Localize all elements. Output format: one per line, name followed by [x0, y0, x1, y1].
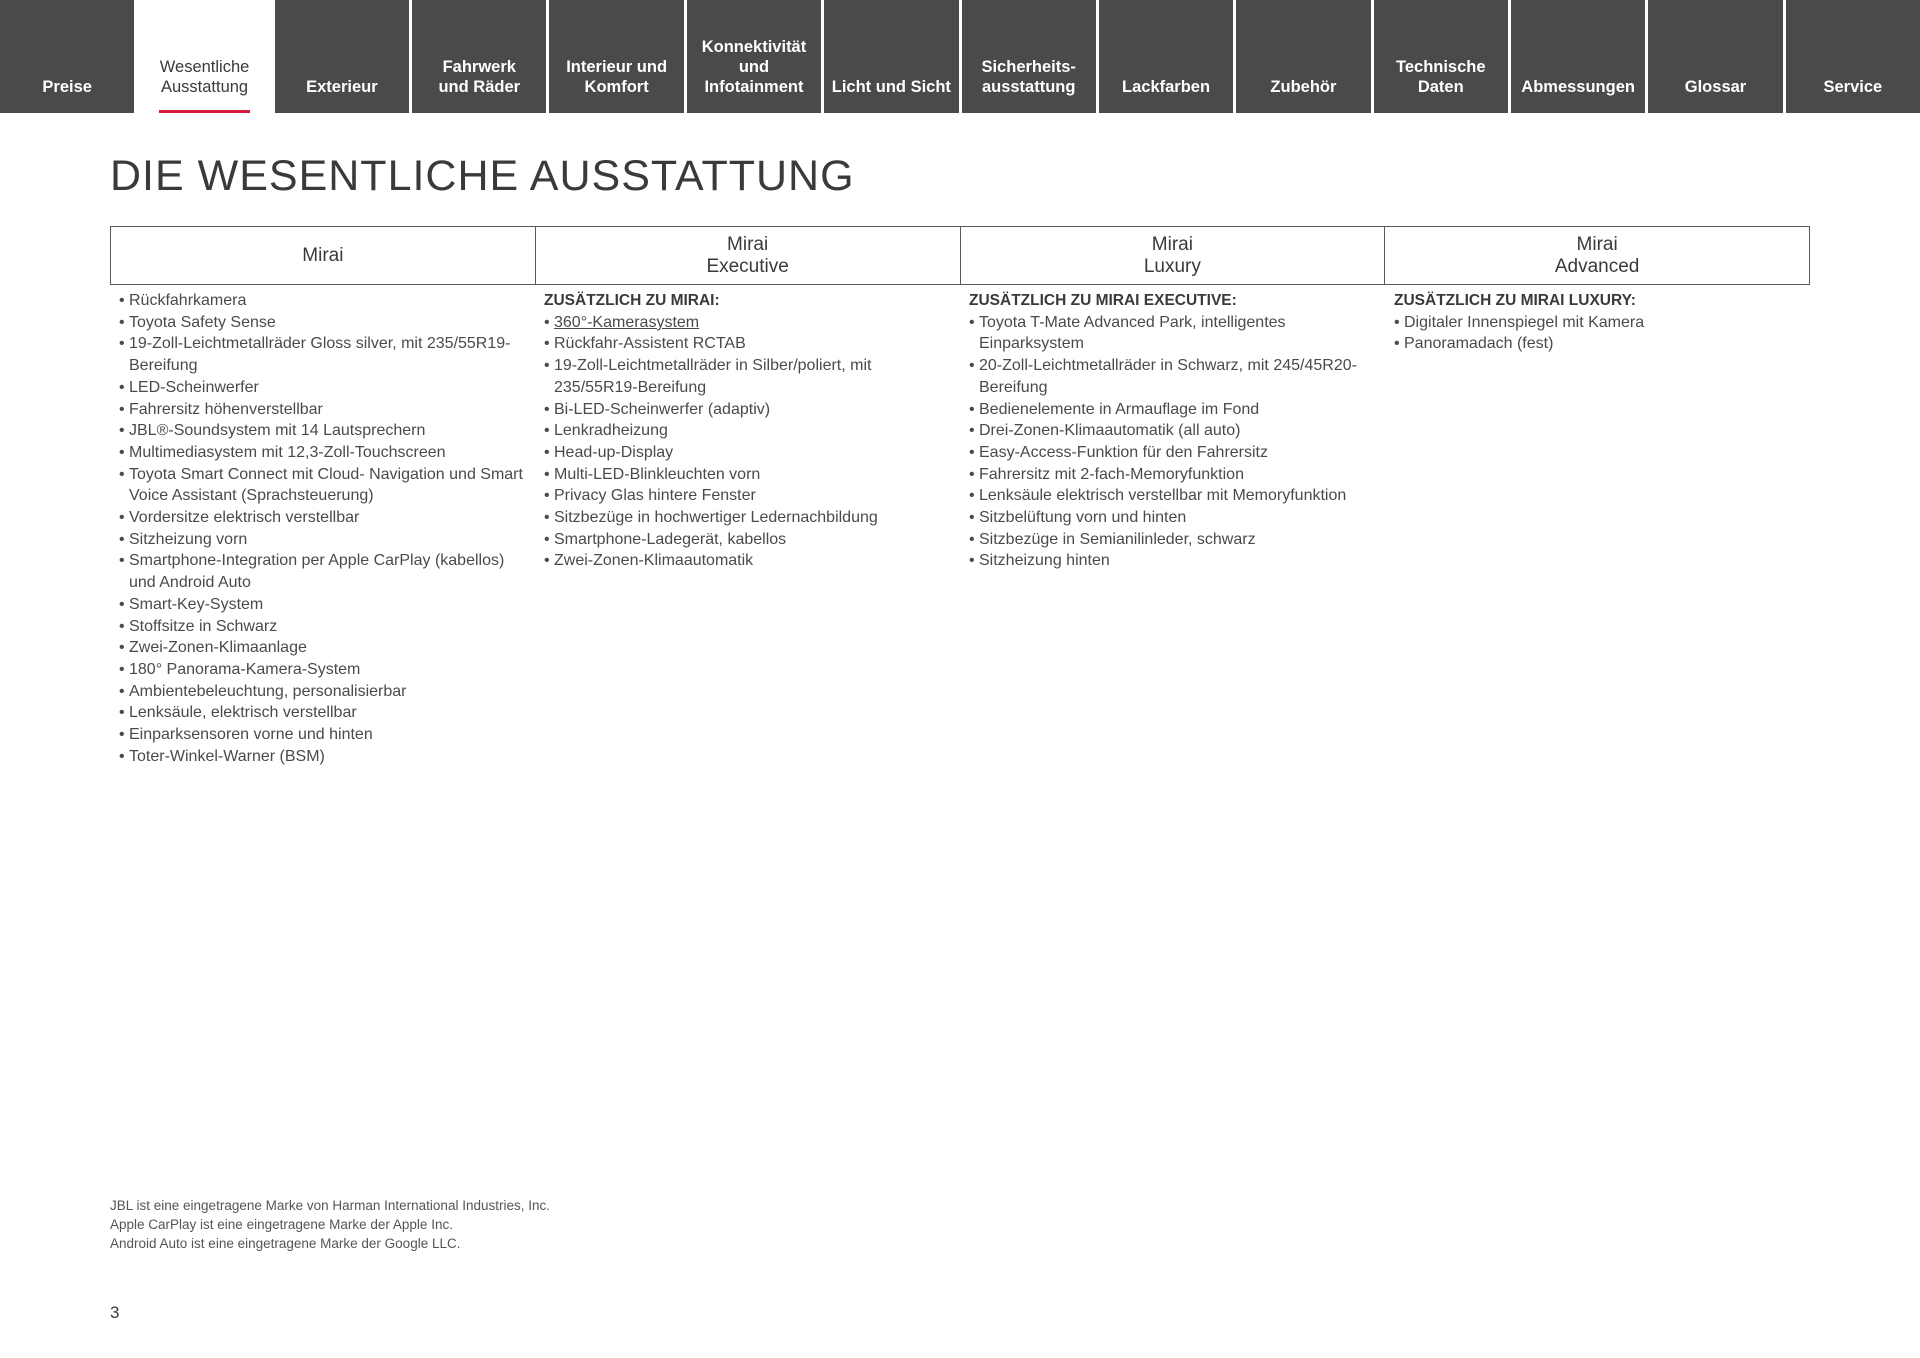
nav-tab-fahrwerk[interactable] — [412, 0, 546, 113]
page-title: DIE WESENTLICHE AUSSTATTUNG — [110, 152, 855, 200]
nav-tab-konnektivitaet[interactable] — [687, 0, 821, 113]
feature-item: • Multi-LED-Blinkleuchten vorn — [544, 464, 948, 486]
feature-list — [544, 312, 948, 572]
nav-tab-interieur[interactable] — [549, 0, 683, 113]
nav-tab-label: Sicherheits- ausstattung — [981, 58, 1076, 96]
feature-item: • Sitzheizung hinten — [969, 550, 1373, 572]
footnote: Android Auto ist eine eingetragene Marke der Google LLC. — [110, 1236, 461, 1251]
feature-item: • Privacy Glas hintere Fenster — [544, 485, 948, 507]
feature-item: • 180° Panorama-Kamera-System — [119, 659, 523, 681]
grade-body-row — [110, 285, 1810, 767]
feature-item: • LED-Scheinwerfer — [119, 377, 523, 399]
trademark-footnotes — [110, 1196, 550, 1253]
feature-item: • Vordersitze elektrisch verstellbar — [119, 507, 523, 529]
nav-tab-label: Fahrwerk und Räder — [438, 58, 521, 96]
nav-tab-zubehoer[interactable] — [1236, 0, 1370, 113]
active-tab-indicator — [159, 110, 249, 113]
nav-tab-glossar[interactable] — [1648, 0, 1782, 113]
feature-item: • Smartphone-Ladegerät, kabellos — [544, 529, 948, 551]
nav-tab-exterieur[interactable] — [275, 0, 409, 113]
nav-tab-label: Lackfarben — [1122, 78, 1211, 96]
nav-tab-label: Wesentliche Ausstattung — [159, 58, 250, 96]
grade-equipment-table — [110, 226, 1810, 767]
nav-tab-sicherheit[interactable] — [962, 0, 1096, 113]
feature-item: • Smart-Key-System — [119, 594, 523, 616]
feature-item: • Fahrersitz höhenverstellbar — [119, 399, 523, 421]
feature-item: • Zwei-Zonen-Klimaanlage — [119, 637, 523, 659]
grade-column-mirai — [110, 285, 535, 767]
feature-item: • Toyota T-Mate Advanced Park, intelligentes Einparksystem — [969, 312, 1373, 355]
feature-item: • Sitzbezüge in hochwertiger Ledernachbildung — [544, 507, 948, 529]
nav-tab-label: Service — [1823, 78, 1883, 96]
feature-item: • 19-Zoll-Leichtmetallräder in Silber/poliert, mit 235/55R19-Bereifung — [544, 355, 948, 398]
grade-subheading: ZUSÄTZLICH ZU MIRAI EXECUTIVE: — [969, 292, 1237, 309]
feature-item-link[interactable] — [544, 312, 948, 334]
grade-header-row — [110, 226, 1810, 285]
feature-item: • Zwei-Zonen-Klimaautomatik — [544, 550, 948, 572]
nav-tab-label: Licht und Sicht — [831, 78, 951, 96]
feature-item: • Drei-Zonen-Klimaautomatik (all auto) — [969, 420, 1373, 442]
feature-item: • Easy-Access-Funktion für den Fahrersitz — [969, 442, 1373, 464]
feature-item: • Fahrersitz mit 2-fach-Memoryfunktion — [969, 464, 1373, 486]
nav-tab-label: Konnektivität und Infotainment — [701, 38, 807, 96]
grade-header-executive: Mirai Executive — [535, 227, 960, 284]
footnote: JBL ist eine eingetragene Marke von Harman International Industries, Inc. — [110, 1198, 550, 1213]
feature-list — [119, 290, 523, 767]
footnote: Apple CarPlay ist eine eingetragene Marke der Apple Inc. — [110, 1217, 453, 1232]
feature-item: • Bedienelemente in Armauflage im Fond — [969, 399, 1373, 421]
nav-tab-label: Technische Daten — [1395, 58, 1486, 96]
nav-tab-licht-und-sicht[interactable] — [824, 0, 958, 113]
feature-item: • Lenkradheizung — [544, 420, 948, 442]
feature-item: • Rückfahrkamera — [119, 290, 523, 312]
nav-tab-abmessungen[interactable] — [1511, 0, 1645, 113]
nav-tab-wesentliche-ausstattung[interactable] — [137, 0, 271, 113]
top-navigation — [0, 0, 1920, 113]
nav-tab-label: Exterieur — [306, 78, 378, 96]
nav-tab-label: Zubehör — [1270, 78, 1337, 96]
page-number: 3 — [110, 1303, 120, 1322]
feature-item: • Sitzheizung vorn — [119, 529, 523, 551]
nav-tab-service[interactable] — [1786, 0, 1920, 113]
grade-header-luxury: Mirai Luxury — [960, 227, 1385, 284]
feature-item: • Bi-LED-Scheinwerfer (adaptiv) — [544, 399, 948, 421]
feature-item: • Stoffsitze in Schwarz — [119, 616, 523, 638]
feature-item: • Ambientebeleuchtung, personalisierbar — [119, 681, 523, 703]
nav-tab-label: Preise — [42, 78, 92, 96]
feature-link-text[interactable]: 360°-Kamerasystem — [554, 313, 700, 331]
feature-item: • 19-Zoll-Leichtmetallräder Gloss silver, mit 235/55R19-Bereifung — [119, 333, 523, 376]
nav-tab-preise[interactable] — [0, 0, 134, 113]
feature-item: • Lenksäule elektrisch verstellbar mit Memoryfunktion — [969, 485, 1373, 507]
grade-subheading: ZUSÄTZLICH ZU MIRAI: — [544, 292, 720, 309]
feature-item: • Toyota Safety Sense — [119, 312, 523, 334]
feature-item: • Rückfahr-Assistent RCTAB — [544, 333, 948, 355]
feature-item: • Digitaler Innenspiegel mit Kamera — [1394, 312, 1798, 334]
grade-subheading: ZUSÄTZLICH ZU MIRAI LUXURY: — [1394, 292, 1636, 309]
grade-header-advanced: Mirai Advanced — [1384, 227, 1809, 284]
nav-tab-lackfarben[interactable] — [1099, 0, 1233, 113]
grade-column-advanced — [1385, 285, 1810, 767]
feature-item: • Toter-Winkel-Warner (BSM) — [119, 746, 523, 768]
nav-tab-label: Interieur und Komfort — [566, 58, 668, 96]
feature-item: • Sitzbelüftung vorn und hinten — [969, 507, 1373, 529]
feature-item: • Einparksensoren vorne und hinten — [119, 724, 523, 746]
grade-column-luxury — [960, 285, 1385, 767]
grade-header-mirai: Mirai — [302, 244, 344, 266]
nav-tab-label: Glossar — [1684, 78, 1747, 96]
feature-item: • Panoramadach (fest) — [1394, 333, 1798, 355]
feature-item: • 20-Zoll-Leichtmetallräder in Schwarz, mit 245/45R20-Bereifung — [969, 355, 1373, 398]
nav-tab-technische-daten[interactable] — [1374, 0, 1508, 113]
feature-item: • Lenksäule, elektrisch verstellbar — [119, 702, 523, 724]
grade-column-executive — [535, 285, 960, 767]
feature-list — [969, 312, 1373, 572]
feature-list — [1394, 312, 1798, 355]
nav-tab-label: Abmessungen — [1521, 78, 1635, 96]
feature-item: • Toyota Smart Connect mit Cloud- Navigation und Smart Voice Assistant (Sprachsteuerung) — [119, 464, 523, 507]
feature-item: • Multimediasystem mit 12,3-Zoll-Touchscreen — [119, 442, 523, 464]
feature-item: • Smartphone-Integration per Apple CarPlay (kabellos) und Android Auto — [119, 550, 523, 593]
feature-item: • Head-up-Display — [544, 442, 948, 464]
feature-item: • Sitzbezüge in Semianilinleder, schwarz — [969, 529, 1373, 551]
feature-item: • JBL®-Soundsystem mit 14 Lautsprechern — [119, 420, 523, 442]
